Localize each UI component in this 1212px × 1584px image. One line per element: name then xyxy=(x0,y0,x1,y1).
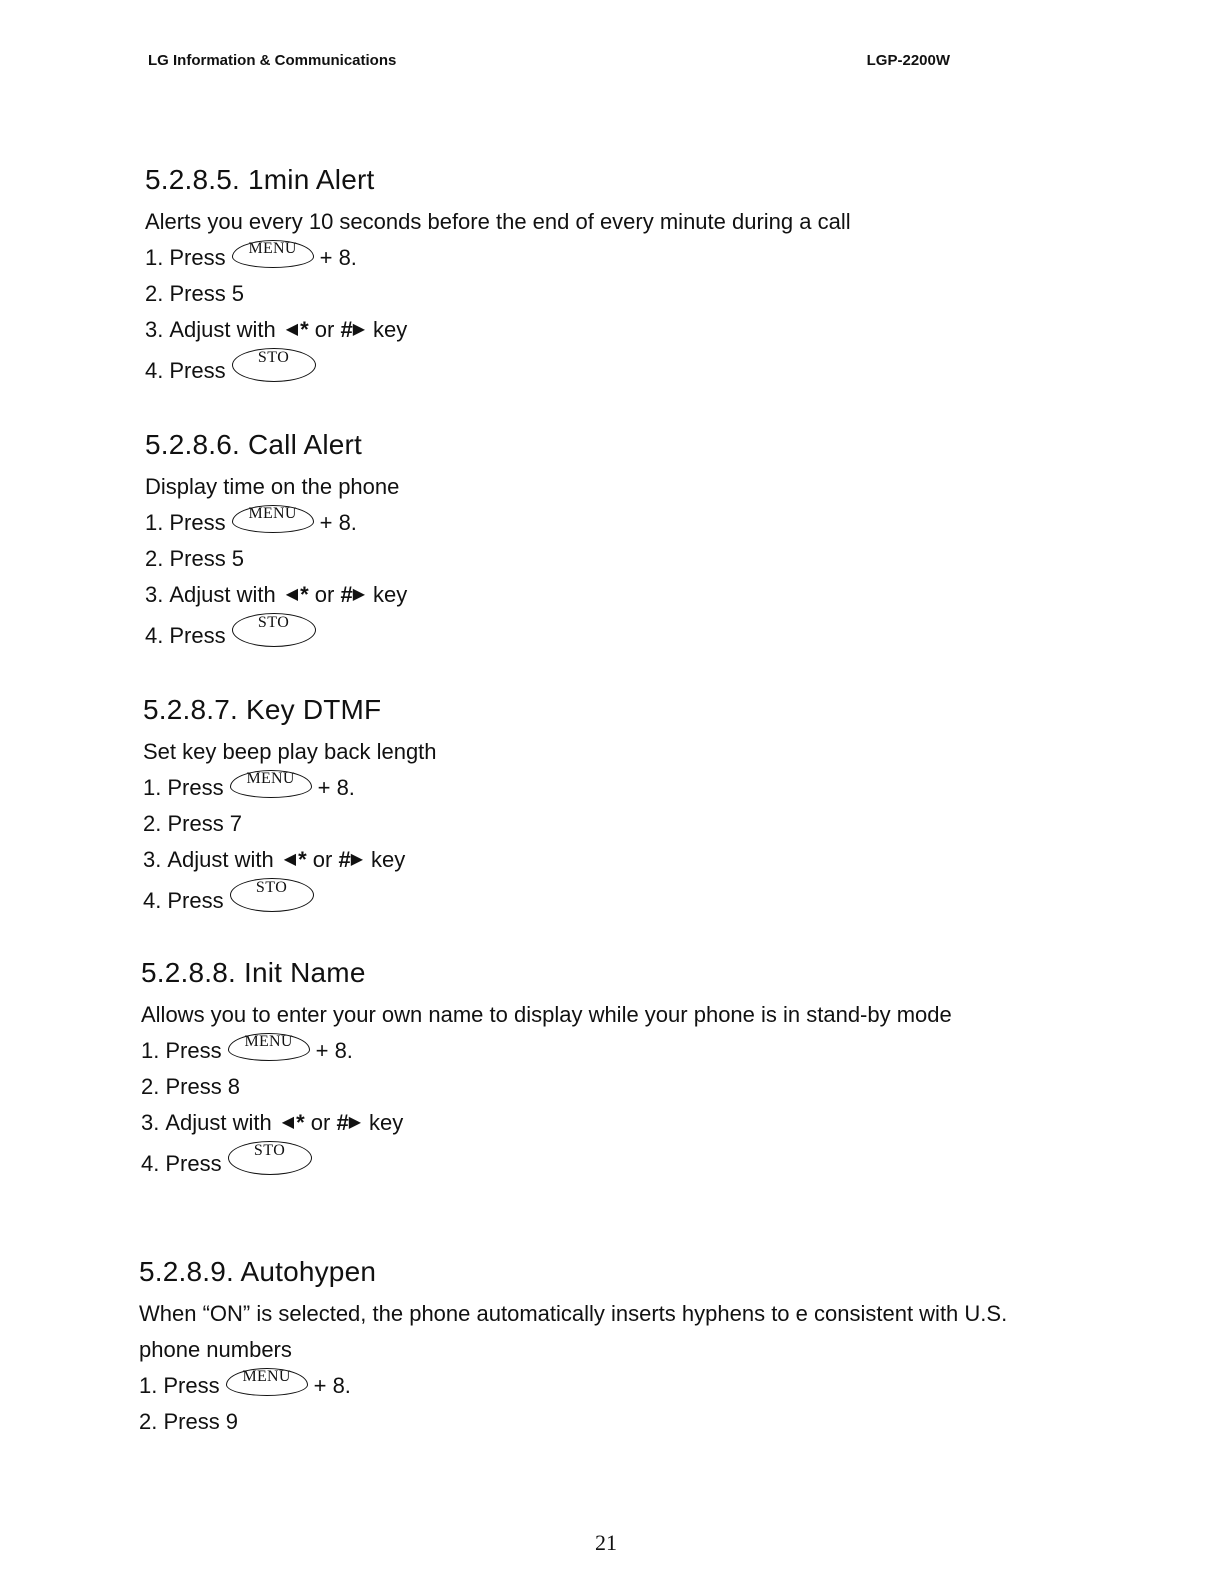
left-arrow-icon: ◀ xyxy=(285,321,299,338)
section-description: Set key beep play back length xyxy=(143,739,437,764)
section-init-name xyxy=(141,955,1001,1187)
star-key-icon: * xyxy=(300,317,309,342)
left-arrow-icon: ◀ xyxy=(283,851,297,868)
step-4: 4. Press STO xyxy=(141,1141,1001,1187)
page-header xyxy=(148,52,950,74)
section-description: When “ON” is selected, the phone automatically inserts hyphens to e consistent with U.S. phone numbers xyxy=(139,1301,1008,1362)
step-1: 1. Press MENU + 8. xyxy=(145,240,357,270)
step-3: 3. Adjust with ◀ * or # ▶ key xyxy=(145,577,1025,613)
step-1: 1. Press MENU + 8. xyxy=(143,770,355,800)
step-2: 2. Press 5 xyxy=(145,546,245,571)
section-title: 5.2.8.7. Key DTMF xyxy=(143,694,382,725)
step-3: 3. Adjust with ◀ * or # ▶ key xyxy=(145,312,1025,348)
sto-key-icon: STO xyxy=(232,348,316,382)
step-4: 4. Press STO xyxy=(143,878,1023,924)
hash-key-icon: # xyxy=(338,847,351,872)
star-key-icon: * xyxy=(296,1110,305,1135)
step-4: 4. Press STO xyxy=(145,348,1025,394)
right-arrow-icon: ▶ xyxy=(352,321,365,338)
sto-key-icon: STO xyxy=(230,878,314,912)
menu-key-icon: MENU xyxy=(228,1033,310,1061)
left-arrow-icon: ◀ xyxy=(281,1114,295,1131)
section-description: Display time on the phone xyxy=(145,474,400,499)
section-description: Alerts you every 10 seconds before the end of every minute during a call xyxy=(145,209,851,234)
step-1: 1. Press MENU + 8. xyxy=(141,1033,353,1063)
left-arrow-icon: ◀ xyxy=(285,586,299,603)
menu-key-icon: MENU xyxy=(226,1368,308,1396)
hash-key-icon: # xyxy=(340,317,353,342)
section-title: 5.2.8.8. Init Name xyxy=(141,957,366,988)
menu-key-icon: MENU xyxy=(232,505,314,533)
menu-key-icon: MENU xyxy=(232,240,314,268)
menu-key-icon: MENU xyxy=(230,770,312,798)
right-arrow-icon: ▶ xyxy=(350,851,363,868)
section-key-dtmf xyxy=(143,692,1023,924)
step-3: 3. Adjust with ◀ * or # ▶ key xyxy=(143,842,1023,878)
sto-key-icon: STO xyxy=(232,613,316,647)
hash-key-icon: # xyxy=(336,1110,349,1135)
section-description: Allows you to enter your own name to display while your phone is in stand-by mode xyxy=(141,1002,952,1027)
page-number: 21 xyxy=(595,1530,617,1555)
section-title: 5.2.8.6. Call Alert xyxy=(145,429,363,460)
step-2: 2. Press 9 xyxy=(139,1409,239,1434)
model-number: LGP-2200W xyxy=(866,52,950,69)
star-key-icon: * xyxy=(298,847,307,872)
sto-key-icon: STO xyxy=(228,1141,312,1175)
step-3: 3. Adjust with ◀ * or # ▶ key xyxy=(141,1105,1001,1141)
step-1: 1. Press MENU + 8. xyxy=(145,505,357,535)
step-2: 2. Press 7 xyxy=(143,811,243,836)
section-title: 5.2.8.5. 1min Alert xyxy=(145,164,375,195)
section-autohypen xyxy=(139,1254,1019,1440)
star-key-icon: * xyxy=(300,582,309,607)
right-arrow-icon: ▶ xyxy=(348,1114,361,1131)
step-2: 2. Press 8 xyxy=(141,1074,241,1099)
right-arrow-icon: ▶ xyxy=(352,586,365,603)
step-4: 4. Press STO xyxy=(145,613,1025,659)
section-1min-alert xyxy=(145,162,1025,394)
step-2: 2. Press 5 xyxy=(145,281,245,306)
section-title: 5.2.8.9. Autohypen xyxy=(139,1256,377,1287)
hash-key-icon: # xyxy=(340,582,353,607)
step-1: 1. Press MENU + 8. xyxy=(139,1368,351,1398)
company-name: LG Information & Communications xyxy=(148,52,397,69)
section-call-alert xyxy=(145,427,1025,659)
